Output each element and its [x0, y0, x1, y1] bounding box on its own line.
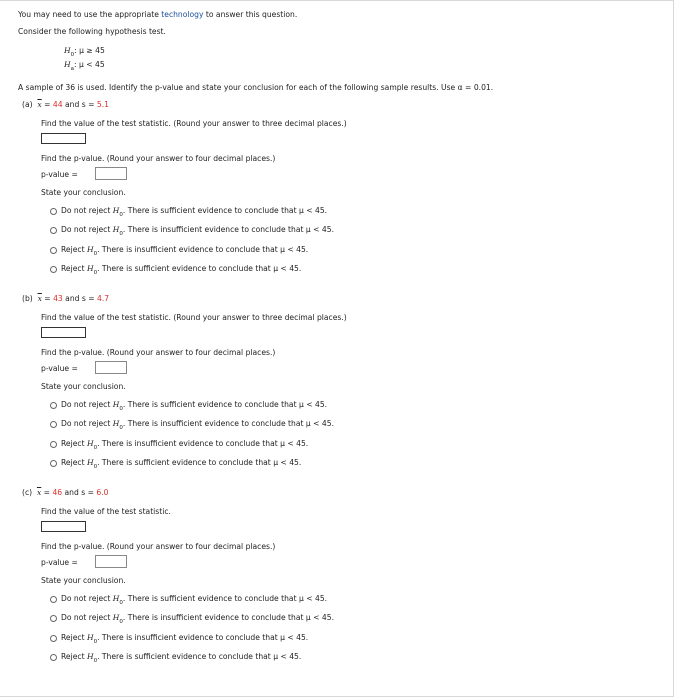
xbar-symbol: $\overline{x}$ — [36, 488, 42, 497]
conclusion-option[interactable]: Do not reject $H_0$. There is insufficient evidence to conclude that μ < 45. — [50, 225, 334, 234]
xbar-value: 46 — [52, 488, 63, 497]
conclusion-option[interactable]: Do not reject $H_0$. There is insufficient evidence to conclude that μ < 45. — [50, 613, 334, 622]
radio-button[interactable] — [50, 596, 57, 603]
radio-button[interactable] — [50, 615, 57, 622]
radio-button[interactable] — [50, 654, 57, 661]
radio-button[interactable] — [50, 227, 57, 234]
null-hypothesis: $H_0$: μ ≥ 45 — [64, 46, 105, 58]
find-pvalue: Find the p-value. (Round your answer to four decimal places.) — [41, 348, 276, 357]
pvalue-input[interactable] — [95, 167, 127, 180]
radio-button[interactable] — [50, 460, 57, 467]
conclusion-option[interactable]: Do not reject $H_0$. There is sufficient evidence to conclude that μ < 45. — [50, 594, 327, 603]
conclusion-option[interactable]: Do not reject $H_0$. There is sufficient evidence to conclude that μ < 45. — [50, 206, 327, 215]
radio-button[interactable] — [50, 402, 57, 409]
conclusion-option[interactable]: Reject $H_0$. There is insufficient evidence to conclude that μ < 45. — [50, 439, 308, 448]
conclusion-option[interactable]: Do not reject $H_0$. There is insufficient evidence to conclude that μ < 45. — [50, 419, 334, 428]
xbar-symbol: $\overline{x}$ — [37, 294, 42, 303]
part-label: (a) — [22, 100, 33, 109]
intro-suffix: to answer this question. — [205, 10, 298, 19]
find-pvalue: Find the p-value. (Round your answer to four decimal places.) — [41, 154, 276, 163]
part-header: (c) $\overline{x} = 46$ and s = 6.0 — [22, 488, 109, 497]
consider-text: Consider the following hypothesis test. — [18, 27, 166, 36]
test-statistic-input[interactable] — [41, 133, 86, 144]
radio-button[interactable] — [50, 208, 57, 215]
conclusion-option[interactable]: Do not reject $H_0$. There is sufficient evidence to conclude that μ < 45. — [50, 400, 327, 409]
find-test-statistic: Find the value of the test statistic. (Round your answer to three decimal places.) — [41, 313, 347, 322]
part-header: (a) $\overline{x} = 44$ and s = 5.1 — [22, 100, 109, 109]
test-statistic-input[interactable] — [41, 327, 86, 338]
part-label: (c) — [22, 488, 33, 497]
part-label: (b) — [22, 294, 33, 303]
xbar-value: 43 — [53, 294, 63, 303]
conclusion-option[interactable]: Reject $H_0$. There is sufficient evidence to conclude that μ < 45. — [50, 652, 301, 661]
part-header: (b) $\overline{x} = 43$ and s = 4.7 — [22, 294, 110, 303]
radio-button[interactable] — [50, 266, 57, 273]
state-conclusion: State your conclusion. — [41, 576, 126, 585]
find-test-statistic: Find the value of the test statistic. (Round your answer to three decimal places.) — [41, 119, 347, 128]
conclusion-option[interactable]: Reject $H_0$. There is insufficient evidence to conclude that μ < 45. — [50, 245, 308, 254]
pvalue-input[interactable] — [95, 361, 127, 374]
pvalue-label: p-value = — [41, 170, 78, 179]
s-value: 6.0 — [96, 488, 109, 497]
state-conclusion: State your conclusion. — [41, 188, 126, 197]
radio-button[interactable] — [50, 421, 57, 428]
conclusion-option[interactable]: Reject $H_0$. There is sufficient evidence to conclude that μ < 45. — [50, 264, 301, 273]
technology-link[interactable]: technology — [161, 10, 204, 19]
intro-prefix: You may need to use the appropriate — [18, 10, 159, 19]
state-conclusion: State your conclusion. — [41, 382, 126, 391]
alternative-hypothesis: $H_a$: μ < 45 — [64, 60, 105, 72]
find-test-statistic: Find the value of the test statistic. — [41, 507, 171, 516]
test-statistic-input[interactable] — [41, 521, 86, 532]
radio-button[interactable] — [50, 247, 57, 254]
pvalue-input[interactable] — [95, 555, 127, 568]
s-value: 4.7 — [97, 294, 110, 303]
xbar-value: 44 — [52, 100, 63, 109]
s-value: 5.1 — [96, 100, 109, 109]
radio-button[interactable] — [50, 635, 57, 642]
xbar-symbol: $\overline{x}$ — [37, 100, 42, 109]
conclusion-option[interactable]: Reject $H_0$. There is insufficient evidence to conclude that μ < 45. — [50, 633, 308, 642]
find-pvalue: Find the p-value. (Round your answer to four decimal places.) — [41, 542, 276, 551]
conclusion-option[interactable]: Reject $H_0$. There is sufficient evidence to conclude that μ < 45. — [50, 458, 301, 467]
radio-button[interactable] — [50, 441, 57, 448]
pvalue-label: p-value = — [41, 364, 78, 373]
pvalue-label: p-value = — [41, 558, 78, 567]
sample-text: A sample of 36 is used. Identify the p-value and state your conclusion for each of the following sample results. Use α = 0.01. — [18, 83, 494, 92]
intro-line — [18, 10, 297, 19]
